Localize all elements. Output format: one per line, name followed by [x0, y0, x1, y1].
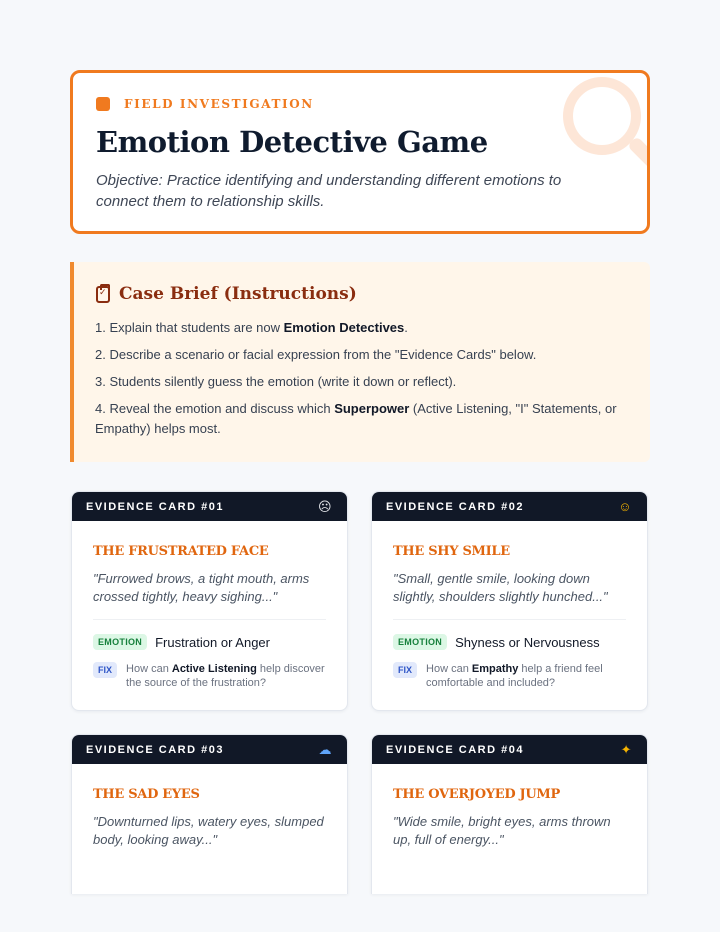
case-brief-heading	[96, 284, 357, 304]
fix-question: How can Empathy help a friend feel comfortable and included?	[426, 663, 603, 689]
evidence-card-header	[372, 735, 647, 764]
emotion-answer: Frustration or Anger	[155, 634, 270, 650]
evidence-card-label: EVIDENCE CARD #01	[86, 500, 224, 513]
divider	[93, 619, 326, 620]
evidence-card-title: THE OVERJOYED JUMP	[393, 787, 561, 802]
evidence-card-title: THE SAD EYES	[93, 787, 200, 802]
kicker-square-icon	[96, 97, 110, 111]
fix-badge: FIX	[93, 662, 117, 678]
emotion-answer: Shyness or Nervousness	[455, 634, 600, 650]
instruction-item: 2. Describe a scenario or facial expression from the "Evidence Cards" below.	[95, 347, 537, 362]
header-card	[70, 70, 650, 234]
fix-row	[393, 662, 636, 690]
case-brief-title: Case Brief (Instructions)	[119, 284, 357, 304]
instruction-item: 1. Explain that students are now Emotion Detectives.	[95, 320, 408, 335]
instruction-item: 3. Students silently guess the emotion (write it down or reflect).	[95, 374, 457, 389]
evidence-card	[71, 491, 348, 711]
fix-badge: FIX	[393, 662, 417, 678]
emotion-row	[393, 634, 600, 650]
emotion-badge: EMOTION	[393, 634, 447, 650]
case-brief	[70, 262, 650, 462]
evidence-card-header	[372, 492, 647, 521]
magnifier-handle	[627, 136, 650, 174]
objective-text: Objective: Practice identifying and understanding different emotions to connect them to relationship skills.	[96, 172, 562, 210]
instruction-list	[95, 318, 635, 446]
page-title: Emotion Detective Game	[96, 125, 488, 159]
evidence-card-quote: "Downturned lips, watery eyes, slumped body, looking away..."	[93, 814, 324, 847]
evidence-card-quote: "Wide smile, bright eyes, arms thrown up, full of energy..."	[393, 814, 611, 847]
evidence-card-title: THE SHY SMILE	[393, 544, 510, 559]
smile-face-icon: ☺	[618, 499, 633, 514]
fix-question: How can Active Listening help discover the source of the frustration?	[126, 663, 325, 689]
evidence-card	[371, 491, 648, 711]
kicker-label: FIELD INVESTIGATION	[124, 97, 314, 111]
evidence-card-quote: "Furrowed brows, a tight mouth, arms crossed tightly, heavy sighing..."	[93, 571, 310, 604]
evidence-card	[371, 734, 648, 894]
evidence-card-quote: "Small, gentle smile, looking down slightly, shoulders slightly hunched..."	[393, 571, 608, 604]
evidence-card	[71, 734, 348, 894]
evidence-card-label: EVIDENCE CARD #03	[86, 743, 224, 756]
clipboard-check-icon	[96, 286, 110, 303]
divider	[393, 619, 626, 620]
rain-cloud-icon: ☁	[318, 742, 333, 757]
emotion-row	[93, 634, 270, 650]
emotion-badge: EMOTION	[93, 634, 147, 650]
evidence-card-header	[72, 492, 347, 521]
evidence-card-label: EVIDENCE CARD #04	[386, 743, 524, 756]
evidence-card-label: EVIDENCE CARD #02	[386, 500, 524, 513]
evidence-card-title: THE FRUSTRATED FACE	[93, 544, 269, 559]
party-popper-icon: ✦	[620, 742, 633, 757]
evidence-card-header	[72, 735, 347, 764]
kicker	[96, 97, 314, 111]
instruction-item: 4. Reveal the emotion and discuss which Superpower (Active Listening, "I" Statements, or Empathy) helps most.	[95, 401, 617, 436]
fix-row	[93, 662, 336, 690]
frown-face-icon: ☹	[317, 499, 333, 514]
